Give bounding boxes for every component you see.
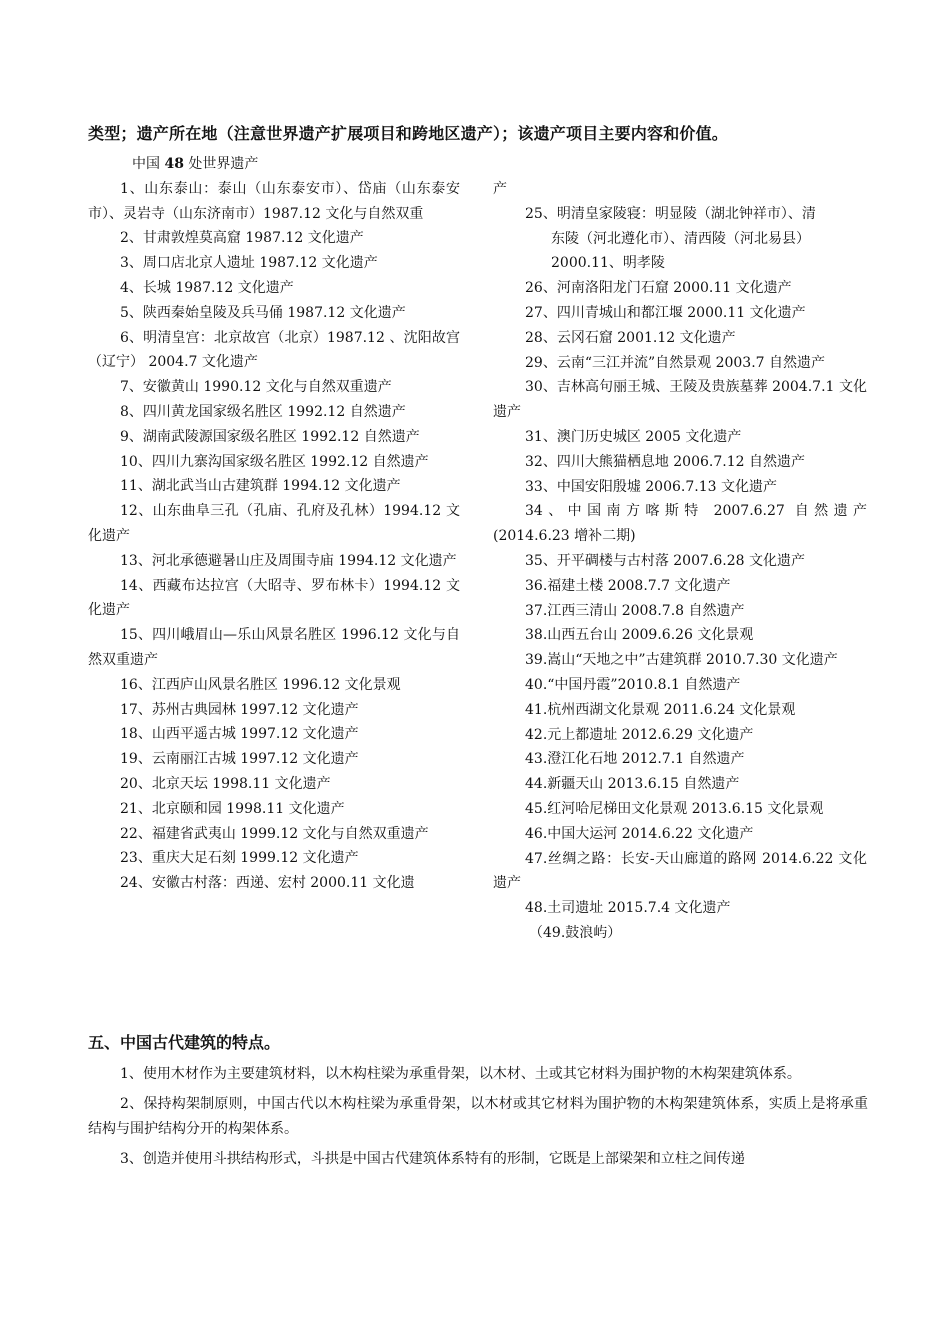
list-item: 41.杭州西湖文化景观 2011.6.24 文化景观 [525,701,796,718]
list-item: 29、云南“三江并流”自然景观 2003.7 自然遗产 [525,354,826,371]
page-heading: 类型；遗产所在地（注意世界遗产扩展项目和跨地区遗产）；该遗产项目主要内容和价值。 [88,124,729,143]
list-item: 6、明清皇宫：北京故宫（北京）1987.12 、沈阳故宫（辽宁） 2004.7 文化遗产 [88,329,460,371]
list-item: 17、苏州古典园林 1997.12 文化遗产 [120,701,359,718]
list-item: 30、吉林高句丽王城、王陵及贵族墓葬 2004.7.1 文化遗产 [493,379,867,421]
list-item: 36.福建土楼 2008.7.7 文化遗产 [525,577,731,594]
list-item: 2、甘肃敦煌莫高窟 1987.12 文化遗产 [120,230,364,247]
list-item: 44.新疆天山 2013.6.15 自然遗产 [525,776,740,793]
list-item: 47.丝绸之路：长安-天山廊道的路网 2014.6.22 文化遗产 [493,850,867,892]
list-item: 10、四川九寨沟国家级名胜区 1992.12 自然遗产 [120,453,429,470]
list-item: 38.山西五台山 2009.6.26 文化景观 [525,627,754,644]
paragraph: 3、创造并使用斗拱结构形式，斗拱是中国古代建筑体系特有的形制，它既是上部梁架和立柱之间传递 [120,1151,745,1167]
list-item: 35、开平碉楼与古村落 2007.6.28 文化遗产 [525,552,805,569]
list-item: 18、山西平遥古城 1997.12 文化遗产 [120,726,359,743]
list-title [88,152,460,177]
list-item: 23、重庆大足石刻 1999.12 文化遗产 [120,850,359,867]
list-item: 26、河南洛阳龙门石窟 2000.11 文化遗产 [525,280,792,297]
list-item: 34、中国南方喀斯特 2007.6.27 自然遗产 (2014.6.23 增补二期) [493,503,867,545]
list-item: 16、江西庐山风景名胜区 1996.12 文化景观 [120,676,401,693]
list-item: 20、北京天坛 1998.11 文化遗产 [120,775,331,792]
list-title-count: 48 [164,156,184,172]
list-item: 37.江西三清山 2008.7.8 自然遗产 [525,602,745,619]
list-item: 43.澄江化石地 2012.7.1 自然遗产 [525,751,745,768]
list-item: 14、西藏布达拉宫（大昭寺、罗布林卡）1994.12 文化遗产 [88,577,460,619]
list-item: 22、福建省武夷山 1999.12 文化与自然双重遗产 [120,825,429,842]
list-item: 27、四川青城山和都江堰 2000.11 文化遗产 [525,304,806,321]
list-item: 12、山东曲阜三孔（孔庙、孔府及孔林）1994.12 文化遗产 [88,503,460,544]
list-item: 15、四川峨眉山—乐山风景名胜区 1996.12 文化与自然双重遗产 [88,627,460,668]
list-item: 46.中国大运河 2014.6.22 文化遗产 [525,825,754,842]
list-item-continuation: 产 [493,181,507,197]
list-item: 32、四川大熊猫栖息地 2006.7.12 自然遗产 [525,453,805,470]
list-item: 4、长城 1987.12 文化遗产 [120,279,294,296]
list-item-continuation: 2000.11、明孝陵 [551,255,665,272]
list-item: 28、云冈石窟 2001.12 文化遗产 [525,329,736,346]
list-item: （49.鼓浪屿） [529,924,622,941]
heritage-list-left-column [88,152,460,896]
list-item: 1、山东泰山：泰山（山东泰安市）、岱庙（山东泰安市）、灵岩寺（山东济南市）1987.12 文化与自然双重 [88,180,460,222]
list-item: 9、湖南武陵源国家级名胜区 1992.12 自然遗产 [120,428,420,445]
list-item: 13、河北承德避暑山庄及周围寺庙 1994.12 文化遗产 [120,552,457,569]
list-item: 45.红河哈尼梯田文化景观 2013.6.15 文化景观 [525,800,824,817]
list-item: 3、周口店北京人遗址 1987.12 文化遗产 [120,255,378,272]
section-body [88,1062,868,1177]
list-item: 48.土司遗址 2015.7.4 文化遗产 [525,900,731,917]
list-item: 31、澳门历史城区 2005 文化遗产 [525,428,742,445]
paragraph: 2、保持构架制原则，中国古代以木构柱梁为承重骨架，以木材或其它材料为围护物的木构架建筑体系，实质上是将承重结构与围护结构分开的构架体系。 [88,1096,868,1137]
list-item: 5、陕西秦始皇陵及兵马俑 1987.12 文化遗产 [120,304,406,321]
list-item: 19、云南丽江古城 1997.12 文化遗产 [120,751,359,768]
list-item: 40.“中国丹霞”2010.8.1 自然遗产 [525,676,741,693]
list-item: 33、中国安阳殷墟 2006.7.13 文化遗产 [525,478,777,495]
section-title: 五、中国古代建筑的特点。 [88,1033,281,1052]
list-item: 25、明清皇家陵寝：明显陵（湖北钟祥市）、清 [525,205,816,222]
paragraph: 1、使用木材作为主要建筑材料，以木构柱梁为承重骨架，以木材、土或其它材料为围护物的木构架建筑体系。 [120,1066,801,1082]
list-item: 42.元上都遗址 2012.6.29 文化遗产 [525,726,754,743]
list-item: 39.嵩山“天地之中”古建筑群 2010.7.30 文化遗产 [525,652,838,669]
list-item: 24、安徽古村落：西递、宏村 2000.11 文化遗 [120,875,415,892]
list-item: 8、四川黄龙国家级名胜区 1992.12 自然遗产 [120,403,406,420]
list-item: 7、安徽黄山 1990.12 文化与自然双重遗产 [120,379,392,396]
list-item: 11、湖北武当山古建筑群 1994.12 文化遗产 [120,478,401,495]
list-title-suffix: 处世界遗产 [188,156,259,172]
list-item: 21、北京颐和园 1998.11 文化遗产 [120,800,345,817]
heritage-list-right-column [493,177,867,946]
list-item-continuation: 东陵（河北遵化市）、清西陵（河北易县） [551,230,810,247]
list-title-prefix: 中国 [132,156,160,172]
